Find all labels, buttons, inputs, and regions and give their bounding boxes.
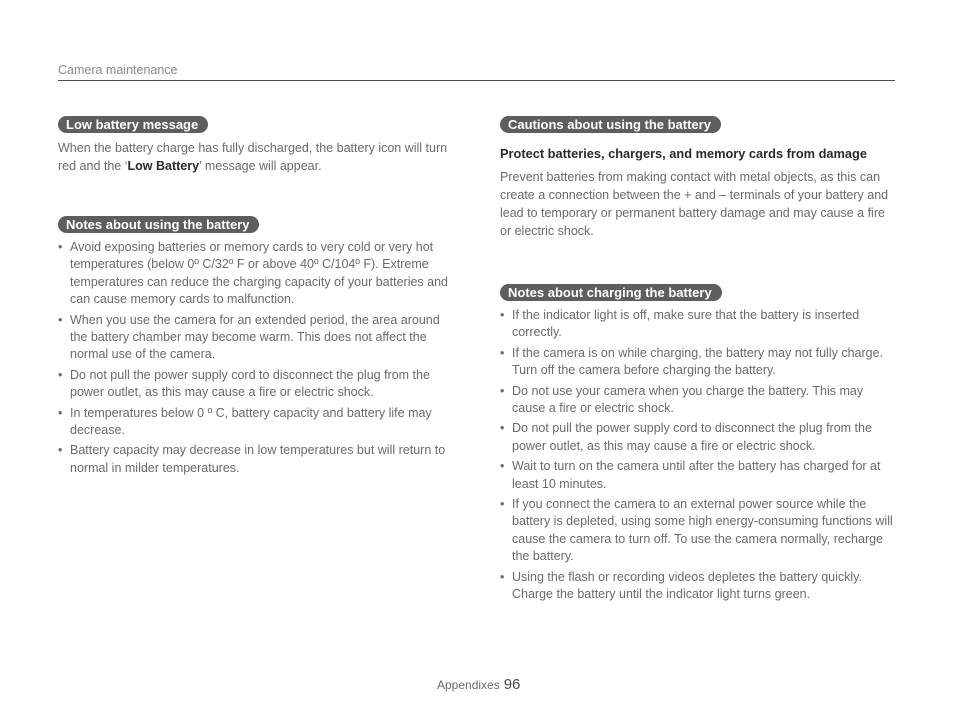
list-item-text: Do not pull the power supply cord to disconnect the plug from the power outlet, as this may cause a fire or electric shock. [512, 421, 872, 453]
left-column [58, 116, 458, 480]
list-item-text: When you use the camera for an extended period, the area around the battery chamber may become warm. This does not affect the normal use of the camera. [70, 312, 440, 362]
cautions-section [500, 116, 896, 240]
low-battery-text-before: When the battery charge has fully discharged, the battery icon will turn red and the ‘ [58, 141, 448, 173]
notes-charging-section [500, 284, 896, 604]
list-item-text: Using the flash or recording videos depletes the battery quickly. Charge the battery until the indicator light turns green. [512, 569, 862, 602]
low-battery-section [58, 116, 458, 175]
list-item-text: If the indicator light is off, make sure that the battery is inserted correctly. [512, 308, 860, 340]
list-item-text: If you connect the camera to an external power source while the battery is depleted, using some high energy-consuming functions will cause the camera to turn off. To use the camera normally, recharge the battery. [512, 497, 893, 564]
section-heading-cautions: Cautions about using the battery [500, 116, 721, 133]
list-item [500, 420, 896, 455]
list-item [500, 345, 896, 380]
header-title: Camera maintenance [58, 63, 178, 77]
bullet-icon: • [500, 459, 505, 474]
page-header [58, 62, 895, 81]
bullet-icon: • [58, 405, 63, 420]
bullet-icon: • [58, 443, 63, 458]
page-footer [437, 675, 637, 695]
list-item-text: Wait to turn on the camera until after the battery has charged for at least 10 minutes. [512, 459, 881, 491]
section-heading-low-battery: Low battery message [58, 116, 208, 133]
low-battery-text [58, 139, 458, 175]
list-item-text: In temperatures below 0 º C, battery capacity and battery life may decrease. [70, 405, 432, 438]
low-battery-text-after: ’ message will appear. [199, 159, 322, 173]
list-item [500, 496, 896, 566]
cautions-subheading: Protect batteries, chargers, and memory cards from damage [500, 146, 867, 161]
low-battery-keyword: Low Battery [127, 159, 200, 173]
cautions-text: Prevent batteries from making contact with metal objects, as this can create a connection between the + and – terminals of your battery and lead to temporary or permanent battery damage and may cause a fire or electric shock. [500, 170, 889, 238]
list-item [500, 458, 896, 493]
notes-charging-list [500, 307, 896, 604]
list-item [500, 307, 896, 342]
bullet-icon: • [500, 569, 505, 584]
list-item-text: Avoid exposing batteries or memory cards to very cold or very hot temperatures (below 0º C/32º F or above 40º C/104º F). Extreme temperatures can reduce the charging capacity of your batteries and can cause memory cards to malfunction. [70, 240, 448, 307]
list-item [58, 239, 458, 309]
list-item-text: Do not use your camera when you charge the battery. This may cause a fire or electric shock. [512, 383, 864, 416]
bullet-icon: • [500, 308, 505, 322]
list-item [58, 442, 458, 477]
bullet-icon: • [500, 345, 505, 360]
footer-section-label: Appendixes [437, 678, 500, 692]
list-item-text: Do not pull the power supply cord to disconnect the plug from the power outlet, as this may cause a fire or electric shock. [70, 367, 430, 400]
list-item [500, 383, 896, 418]
list-item [58, 405, 458, 440]
notes-using-list [58, 239, 458, 477]
page-number: 96 [503, 676, 521, 693]
notes-using-section [58, 216, 458, 477]
bullet-icon: • [500, 497, 505, 512]
list-item [58, 367, 458, 402]
section-heading-notes-charging: Notes about charging the battery [500, 284, 722, 301]
bullet-icon: • [58, 312, 63, 327]
list-item [58, 312, 458, 364]
list-item-text: Battery capacity may decrease in low temperatures but will return to normal in milder temperatures. [70, 443, 446, 475]
list-item [500, 569, 896, 604]
bullet-icon: • [58, 240, 63, 254]
bullet-icon: • [500, 383, 505, 398]
list-item-text: If the camera is on while charging, the battery may not fully charge. Turn off the camera before charging the battery. [512, 345, 884, 378]
bullet-icon: • [58, 367, 63, 382]
right-column [500, 116, 896, 607]
section-heading-notes-using: Notes about using the battery [58, 216, 259, 233]
bullet-icon: • [500, 421, 505, 436]
